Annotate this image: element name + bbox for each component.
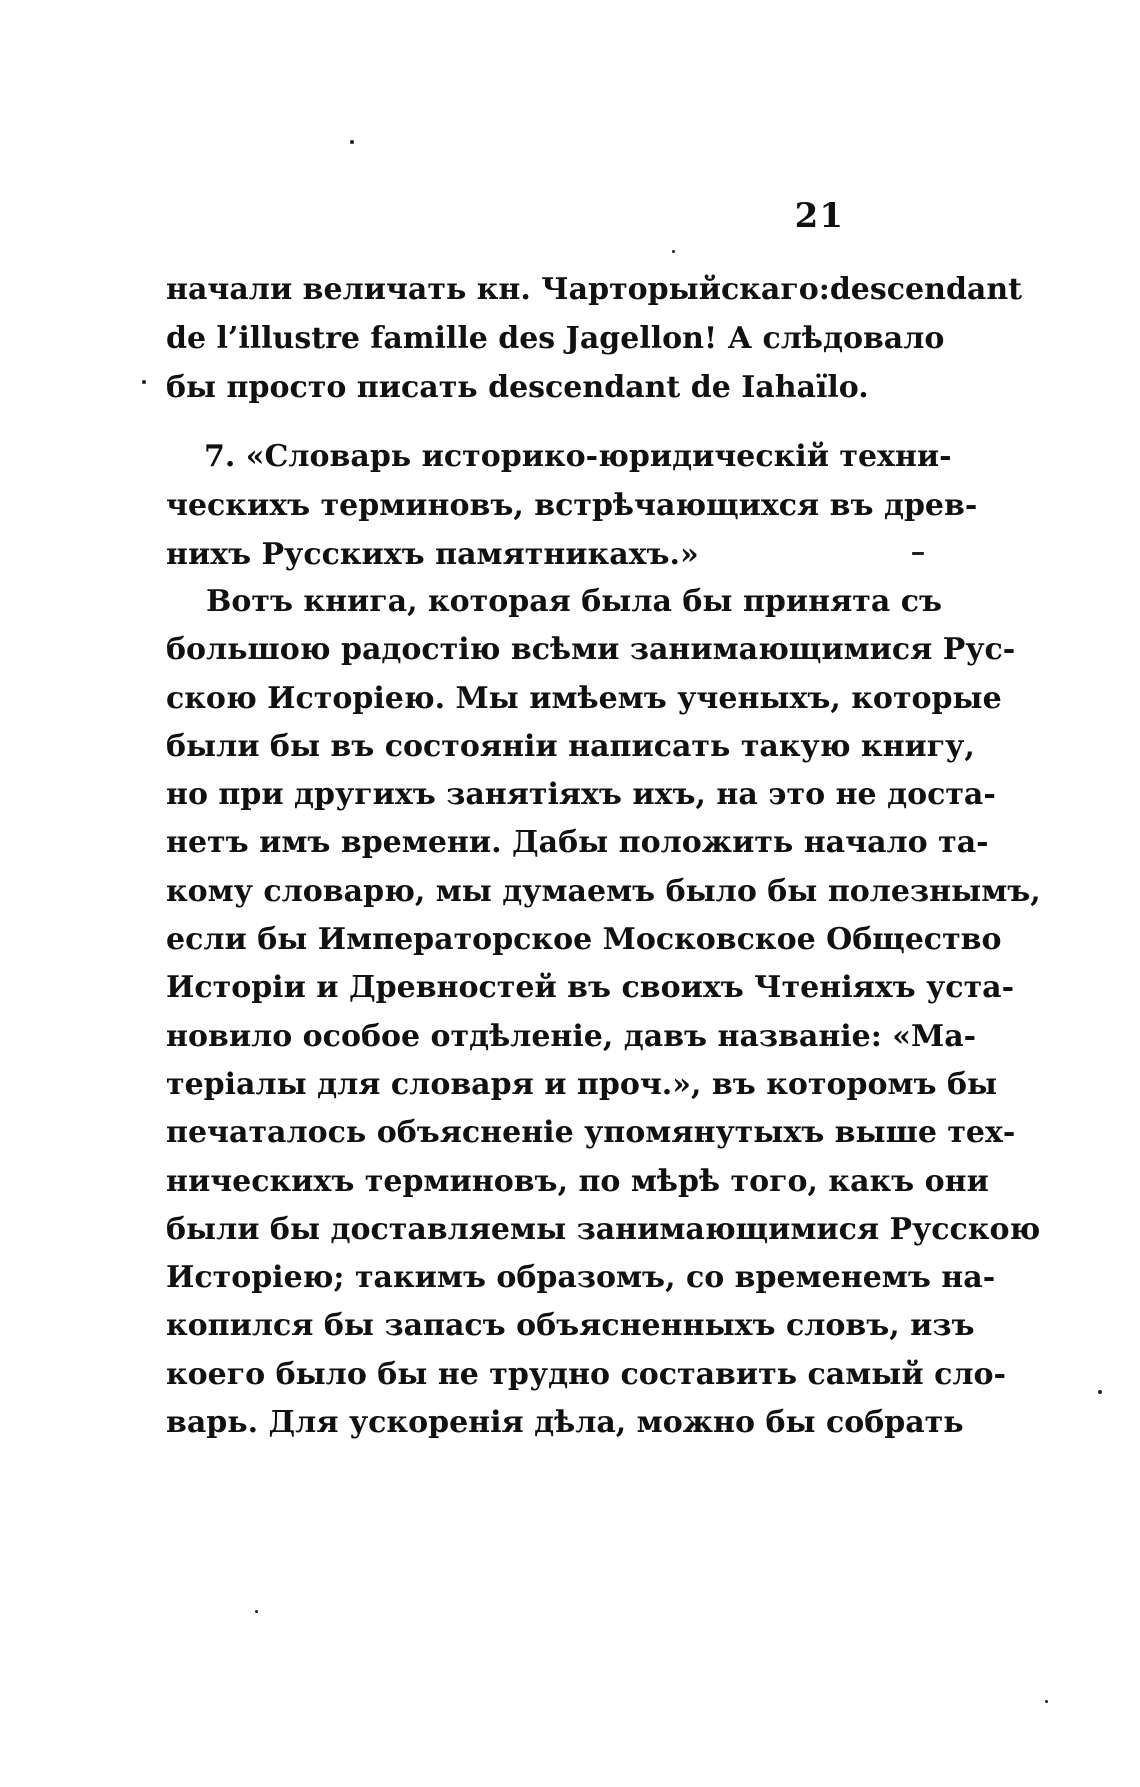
- text-line: копился бы запасъ объясненныхъ словъ, изъ: [166, 1308, 975, 1344]
- text-line: ческихъ терминовъ, встрѣчающихся въ древ-: [166, 488, 978, 523]
- text-line: начали величать кн. Чарторыйскаго:descendant: [166, 272, 1023, 307]
- text-line: кому словарю, мы думаемъ было бы полезнымъ,: [166, 873, 1041, 909]
- text-line: 7. «Словарь историко-юридическій техни-: [204, 439, 952, 474]
- paragraph-3: [166, 578, 1041, 1447]
- text-line: бы просто писать descendant de Iahaïlo.: [166, 370, 869, 405]
- scan-speck: [142, 380, 146, 384]
- text-line: но при другихъ занятіяхъ ихъ, на это не доста-: [166, 777, 996, 813]
- text-line: были бы доставляемы занимающимися Русскою: [166, 1211, 1041, 1247]
- page-number: 21: [794, 196, 844, 236]
- text-line: теріалы для словаря и проч.», въ которомъ бы: [166, 1066, 998, 1102]
- text-line: если бы Императорское Московское Общество: [166, 922, 1002, 958]
- scan-speck: [1045, 1700, 1048, 1703]
- text-line: нихъ Русскихъ памятникахъ.»: [166, 537, 699, 572]
- text-line: Вотъ книга, которая была бы принята съ: [206, 584, 942, 619]
- text-line: de l’illustre famille des Jagellon! А слѣдовало: [166, 321, 945, 356]
- text-line: коего было бы не трудно составить самый сло-: [166, 1356, 1006, 1392]
- scan-speck: [255, 1610, 258, 1613]
- text-line: Исторіи и Древностей въ своихъ Чтеніяхъ уста-: [166, 970, 1015, 1006]
- text-line: нетъ имъ времени. Дабы положить начало та-: [166, 825, 989, 861]
- text-line: ническихъ терминовъ, по мѣрѣ того, какъ они: [166, 1163, 989, 1199]
- text-line: скою Исторіею. Мы имѣемъ ученыхъ, которые: [166, 680, 1002, 716]
- text-line: Исторіею; такимъ образомъ, со временемъ на-: [166, 1260, 996, 1296]
- text-line: были бы въ состояніи написать такую книгу,: [166, 728, 975, 764]
- text-line: печаталось объясненіе упомянутыхъ выше тех-: [166, 1115, 1016, 1151]
- scan-speck: [1098, 1390, 1102, 1394]
- scan-speck: [912, 552, 924, 555]
- paragraph-2-heading: [166, 432, 978, 579]
- scan-speck: [350, 140, 354, 144]
- text-line: новило особое отдѣленіе, давъ названіе: «Ма-: [166, 1018, 977, 1054]
- text-line: большою радостію всѣми занимающимися Рус-: [166, 632, 1016, 668]
- paragraph-1: [166, 265, 1023, 412]
- scan-speck: [672, 250, 675, 253]
- text-line: варь. Для ускоренія дѣла, можно бы собрать: [166, 1405, 964, 1441]
